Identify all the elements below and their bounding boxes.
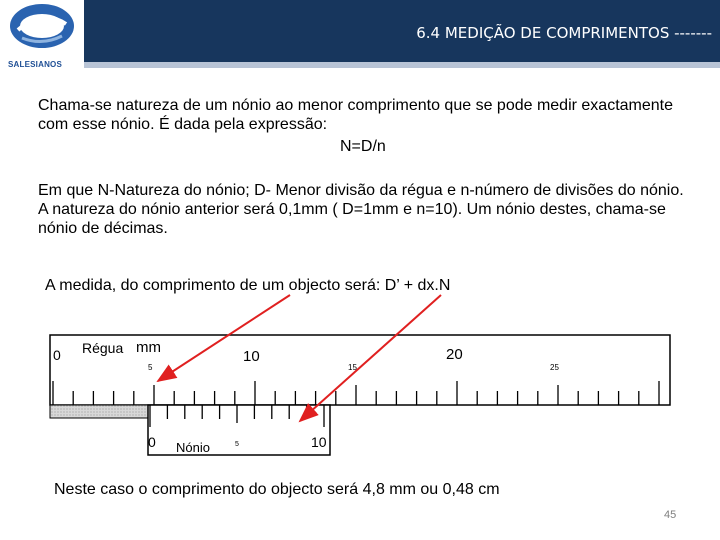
vernier-number-0: 0 [148,434,156,450]
logo-text: SALESIANOS [8,60,63,69]
vernier-number-5: 5 [235,441,239,448]
vernier-label: Nónio [176,440,210,455]
paragraph-definition: Chama-se natureza de um nónio ao menor comprimento que se pode medir exactamente com esse nónio. É dada pela expressão: [38,97,674,133]
ruler-label: Régua [82,340,124,356]
ruler-small-number-25: 25 [550,363,559,372]
formula: N=D/n [340,138,386,155]
ruler-small-number-5: 5 [148,363,153,372]
ruler-number-10: 10 [243,348,260,365]
paragraph-explanation-line2: A natureza do nónio anterior será 0,1mm ( D=1mm e n=10). Um nónio destes, chama-se nónio de décimas. [38,201,666,237]
ruler-unit: mm [136,339,161,356]
ruler-shaded-strip [50,405,148,418]
ruler-small-number-15: 15 [348,363,357,372]
conclusion-text: Neste caso o comprimento do objecto será 4,8 mm ou 0,48 cm [54,481,500,498]
ruler-number-20: 20 [446,346,463,363]
page-number: 45 [664,509,677,521]
paragraph-explanation-line1: Em que N-Natureza do nónio; D- Menor divisão da régua e n-número de divisões do nónio. [38,182,684,199]
vernier-number-10: 10 [311,434,327,450]
measure-formula: A medida, do comprimento de um objecto será: D’ + dx.N [45,277,451,294]
slide-title: 6.4 MEDIÇÃO DE COMPRIMENTOS ------- [416,24,712,42]
ruler-number-0: 0 [53,347,61,363]
